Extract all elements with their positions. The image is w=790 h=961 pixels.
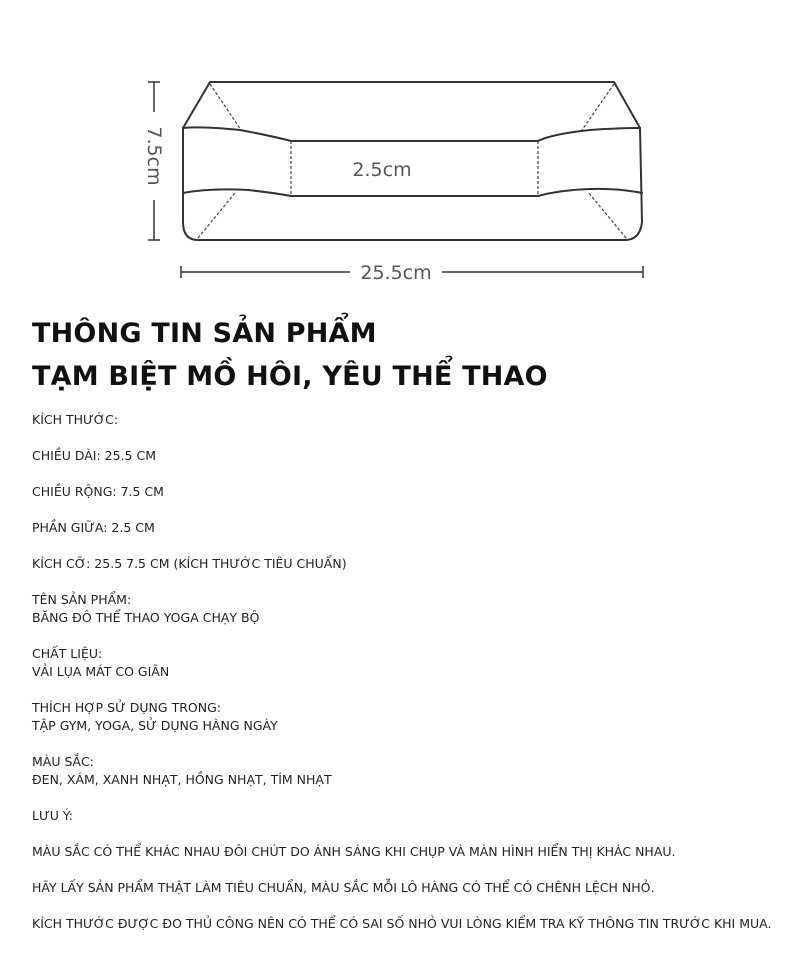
note-label: LƯU Ý:	[32, 808, 73, 823]
headband-outline	[183, 82, 642, 240]
product-name-block	[32, 591, 782, 627]
note-measurement-error: KÍCH THƯỚC ĐƯỢC ĐO THỦ CÔNG NÊN CÓ THỂ CÓ SAI SỐ NHỎ VUI LÒNG KIỂM TRA KỸ THÔNG TIN TRƯỚC KHI MUA.	[32, 916, 772, 931]
size-spec: KÍCH CỠ: 25.5 7.5 CM (KÍCH THƯỚC TIÊU CHUẨN)	[32, 556, 347, 571]
page-title: THÔNG TIN SẢN PHẨM	[32, 318, 377, 349]
usage-label: THÍCH HỢP SỬ DỤNG TRONG:	[32, 700, 221, 715]
color-label: MÀU SẮC:	[32, 754, 94, 769]
middle-width-label: 2.5cm	[352, 159, 412, 181]
usage-value: TẬP GYM, YOGA, SỬ DỤNG HÀNG NGÀY	[32, 718, 278, 733]
length-label: 25.5cm	[360, 262, 432, 284]
usage-block	[32, 699, 782, 735]
note-color-variance: MÀU SẮC CÓ THỂ KHÁC NHAU ĐÔI CHÚT DO ÁNH SÁNG KHI CHỤP VÀ MÀN HÌNH HIỂN THỊ KHÁC NHAU.	[32, 844, 676, 859]
length-spec: CHIỀU DÀI: 25.5 CM	[32, 448, 156, 463]
color-block	[32, 753, 782, 789]
width-spec: CHIỀU RỘNG: 7.5 CM	[32, 484, 164, 499]
material-block	[32, 645, 782, 681]
color-value: ĐEN, XÁM, XANH NHẠT, HỒNG NHẠT, TÍM NHẠT	[32, 772, 332, 787]
note-batch-variance: HÃY LẤY SẢN PHẨM THẬT LÀM TIÊU CHUẨN, MÀU SẮC MỖI LÔ HÀNG CÓ THỂ CÓ CHÊNH LỆCH NHỎ.	[32, 880, 655, 895]
height-label: 7.5cm	[143, 126, 165, 186]
page-subtitle: TẠM BIỆT MỒ HÔI, YÊU THỂ THAO	[32, 361, 548, 392]
material-value: VẢI LỤA MÁT CO GIÃN	[32, 664, 170, 679]
headband-stitch-lines	[198, 84, 626, 238]
product-name-label: TÊN SẢN PHẨM:	[32, 592, 132, 607]
middle-spec: PHẦN GIỮA: 2.5 CM	[32, 520, 155, 535]
product-name-value: BĂNG ĐÔ THỂ THAO YOGA CHẠY BỘ	[32, 610, 260, 625]
material-label: CHẤT LIỆU:	[32, 646, 103, 661]
headband-dimension-diagram	[0, 0, 790, 300]
size-heading: KÍCH THƯỚC:	[32, 412, 119, 427]
